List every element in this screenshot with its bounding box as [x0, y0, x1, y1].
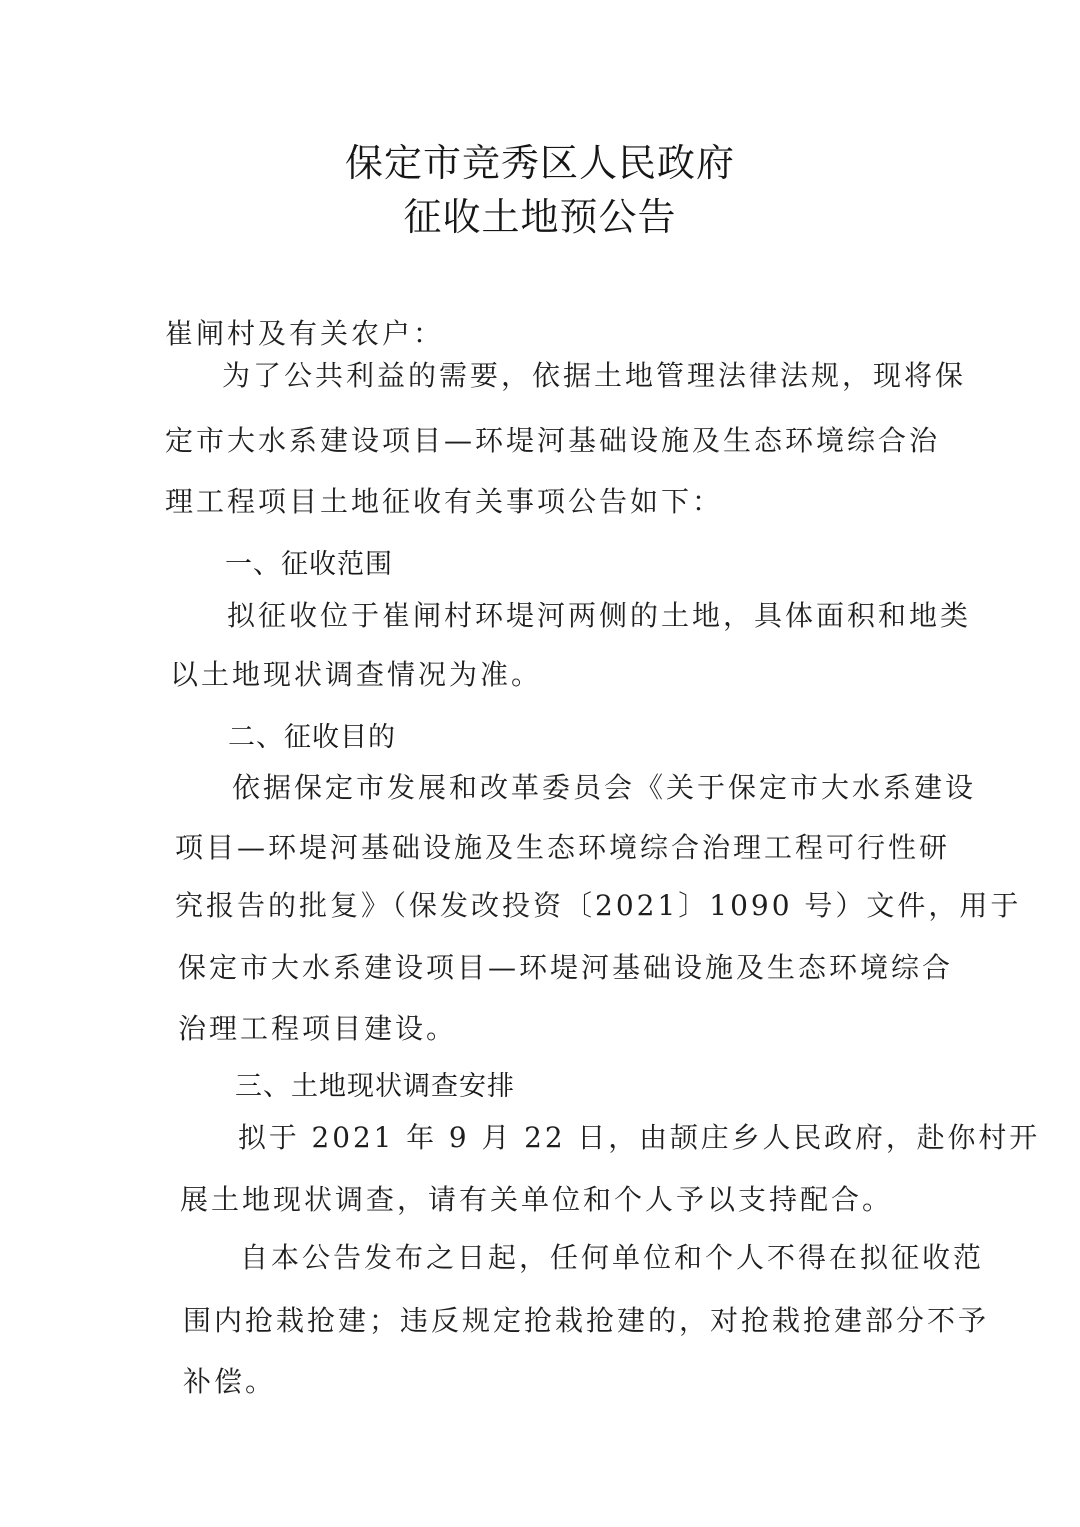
section3-line-1: 拟于 2021 年 9 月 22 日，由颉庄乡人民政府，赴你村开: [238, 1121, 1041, 1154]
intro-line-1: 为了公共利益的需要，依据土地管理法律法规，现将保: [222, 359, 967, 392]
section2-line-4: 保定市大水系建设项目—环堤河基础设施及生态环境综合: [178, 951, 954, 984]
section1-heading: 一、征收范围: [225, 549, 393, 580]
section2-line-2: 项目—环堤河基础设施及生态环境综合治理工程可行性研: [175, 831, 951, 864]
intro-line-2: 定市大水系建设项目—环堤河基础设施及生态环境综合治: [165, 424, 941, 457]
section3-heading: 三、土地现状调查安排: [235, 1071, 515, 1102]
document-title-line2: 征收土地预公告: [403, 195, 677, 239]
section2-line-3: 究报告的批复》（保发改投资〔2021〕1090 号）文件，用于: [175, 889, 1022, 922]
section2-line-5: 治理工程项目建设。: [178, 1012, 458, 1045]
section2-line-1: 依据保定市发展和改革委员会《关于保定市大水系建设: [232, 771, 977, 804]
section1-line-1: 拟征收位于崔闸村环堤河两侧的土地，具体面积和地类: [227, 599, 972, 632]
intro-line-3: 理工程项目土地征收有关事项公告如下：: [165, 485, 724, 518]
closing-line-2: 围内抢栽抢建；违反规定抢栽抢建的，对抢栽抢建部分不予: [183, 1304, 990, 1337]
closing-line-3: 补偿。: [183, 1365, 277, 1398]
document-title-line1: 保定市竞秀区人民政府: [344, 141, 735, 185]
closing-line-1: 自本公告发布之日起，任何单位和个人不得在拟征收范: [240, 1241, 985, 1274]
section2-heading: 二、征收目的: [228, 722, 396, 753]
addressee: 崔闸村及有关农户：: [165, 317, 445, 350]
section1-line-2: 以土地现状调查情况为准。: [170, 658, 543, 691]
section3-line-2: 展土地现状调查，请有关单位和个人予以支持配合。: [180, 1183, 894, 1216]
